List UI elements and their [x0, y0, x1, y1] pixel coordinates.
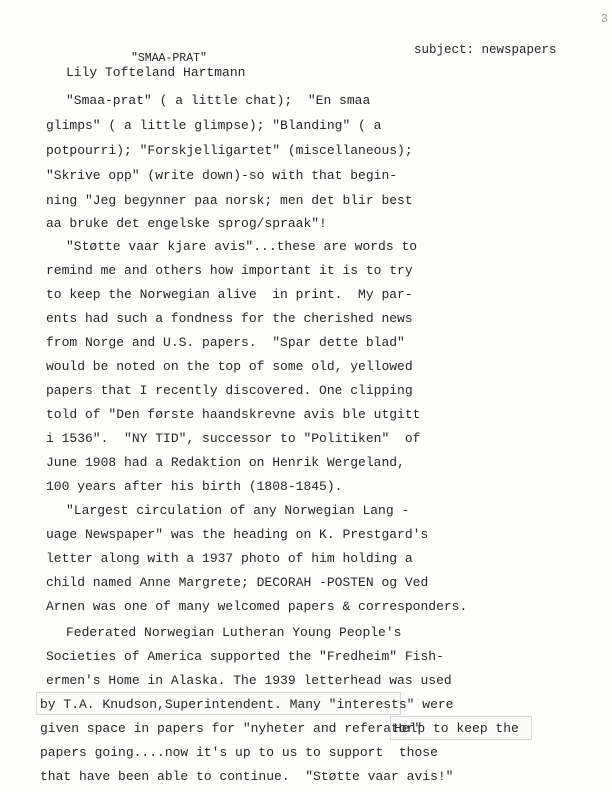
article-title: "SMAA-PRAT"	[131, 52, 207, 65]
subject-line: subject: newspapers	[414, 43, 557, 57]
body-line: would be noted on the top of some old, yellowed	[46, 359, 413, 374]
body-line: "Largest circulation of any Norwegian Lang -	[66, 503, 410, 518]
body-line: Arnen was one of many welcomed papers & corresponders.	[46, 599, 468, 614]
body-line: Help to keep the	[394, 721, 519, 736]
body-line: told of "Den første haandskrevne avis ble utgitt	[46, 407, 421, 422]
body-line: "Støtte vaar kjare avis"...these are words to	[66, 239, 418, 254]
body-line: Societies of America supported the "Fredheim" Fish-	[46, 649, 444, 664]
body-line: Federated Norwegian Lutheran Young People's	[66, 625, 402, 640]
body-line: ermen's Home in Alaska. The 1939 letterhead was used	[46, 673, 452, 688]
body-line: aa bruke det engelske sprog/spraak"!	[46, 216, 327, 231]
body-line: June 1908 had a Redaktion on Henrik Wergeland,	[46, 455, 405, 470]
body-line: letter along with a 1937 photo of him holding a	[46, 551, 413, 566]
body-line: papers that I recently discovered. One clipping	[46, 383, 413, 398]
body-line: that have been able to continue. "Støtte vaar avis!"	[40, 769, 454, 784]
body-line: to keep the Norwegian alive in print. My par-	[46, 287, 413, 302]
body-line: uage Newspaper" was the heading on K. Prestgard's	[46, 527, 429, 542]
body-line: ning "Jeg begynner paa norsk; men det blir best	[46, 193, 413, 208]
page-number: 3	[600, 12, 608, 26]
body-line: child named Anne Margrete; DECORAH -POSTEN og Ved	[46, 575, 429, 590]
body-line: potpourri); "Forskjelligartet" (miscellaneous);	[46, 143, 413, 158]
body-line: by T.A. Knudson,Superintendent. Many "interests" were	[40, 697, 454, 712]
body-line: given space in papers for "nyheter and referator"	[40, 721, 423, 736]
body-line: remind me and others how important it is to try	[46, 263, 413, 278]
body-line: "Skrive opp" (write down)-so with that begin-	[46, 168, 398, 183]
body-line: papers going....now it's up to us to support those	[40, 745, 438, 760]
body-line: "Smaa-prat" ( a little chat); "En smaa	[66, 93, 371, 108]
body-line: i 1536". "NY TID", successor to "Politiken" of	[46, 431, 421, 446]
body-line: from Norge and U.S. papers. "Spar dette blad"	[46, 335, 405, 350]
body-line: glimps" ( a little glimpse); "Blanding" ( a	[46, 118, 382, 133]
body-line: 100 years after his birth (1808-1845).	[46, 479, 343, 494]
body-line: ents had such a fondness for the cherished news	[46, 311, 413, 326]
author-name: Lily Tofteland Hartmann	[66, 65, 246, 80]
